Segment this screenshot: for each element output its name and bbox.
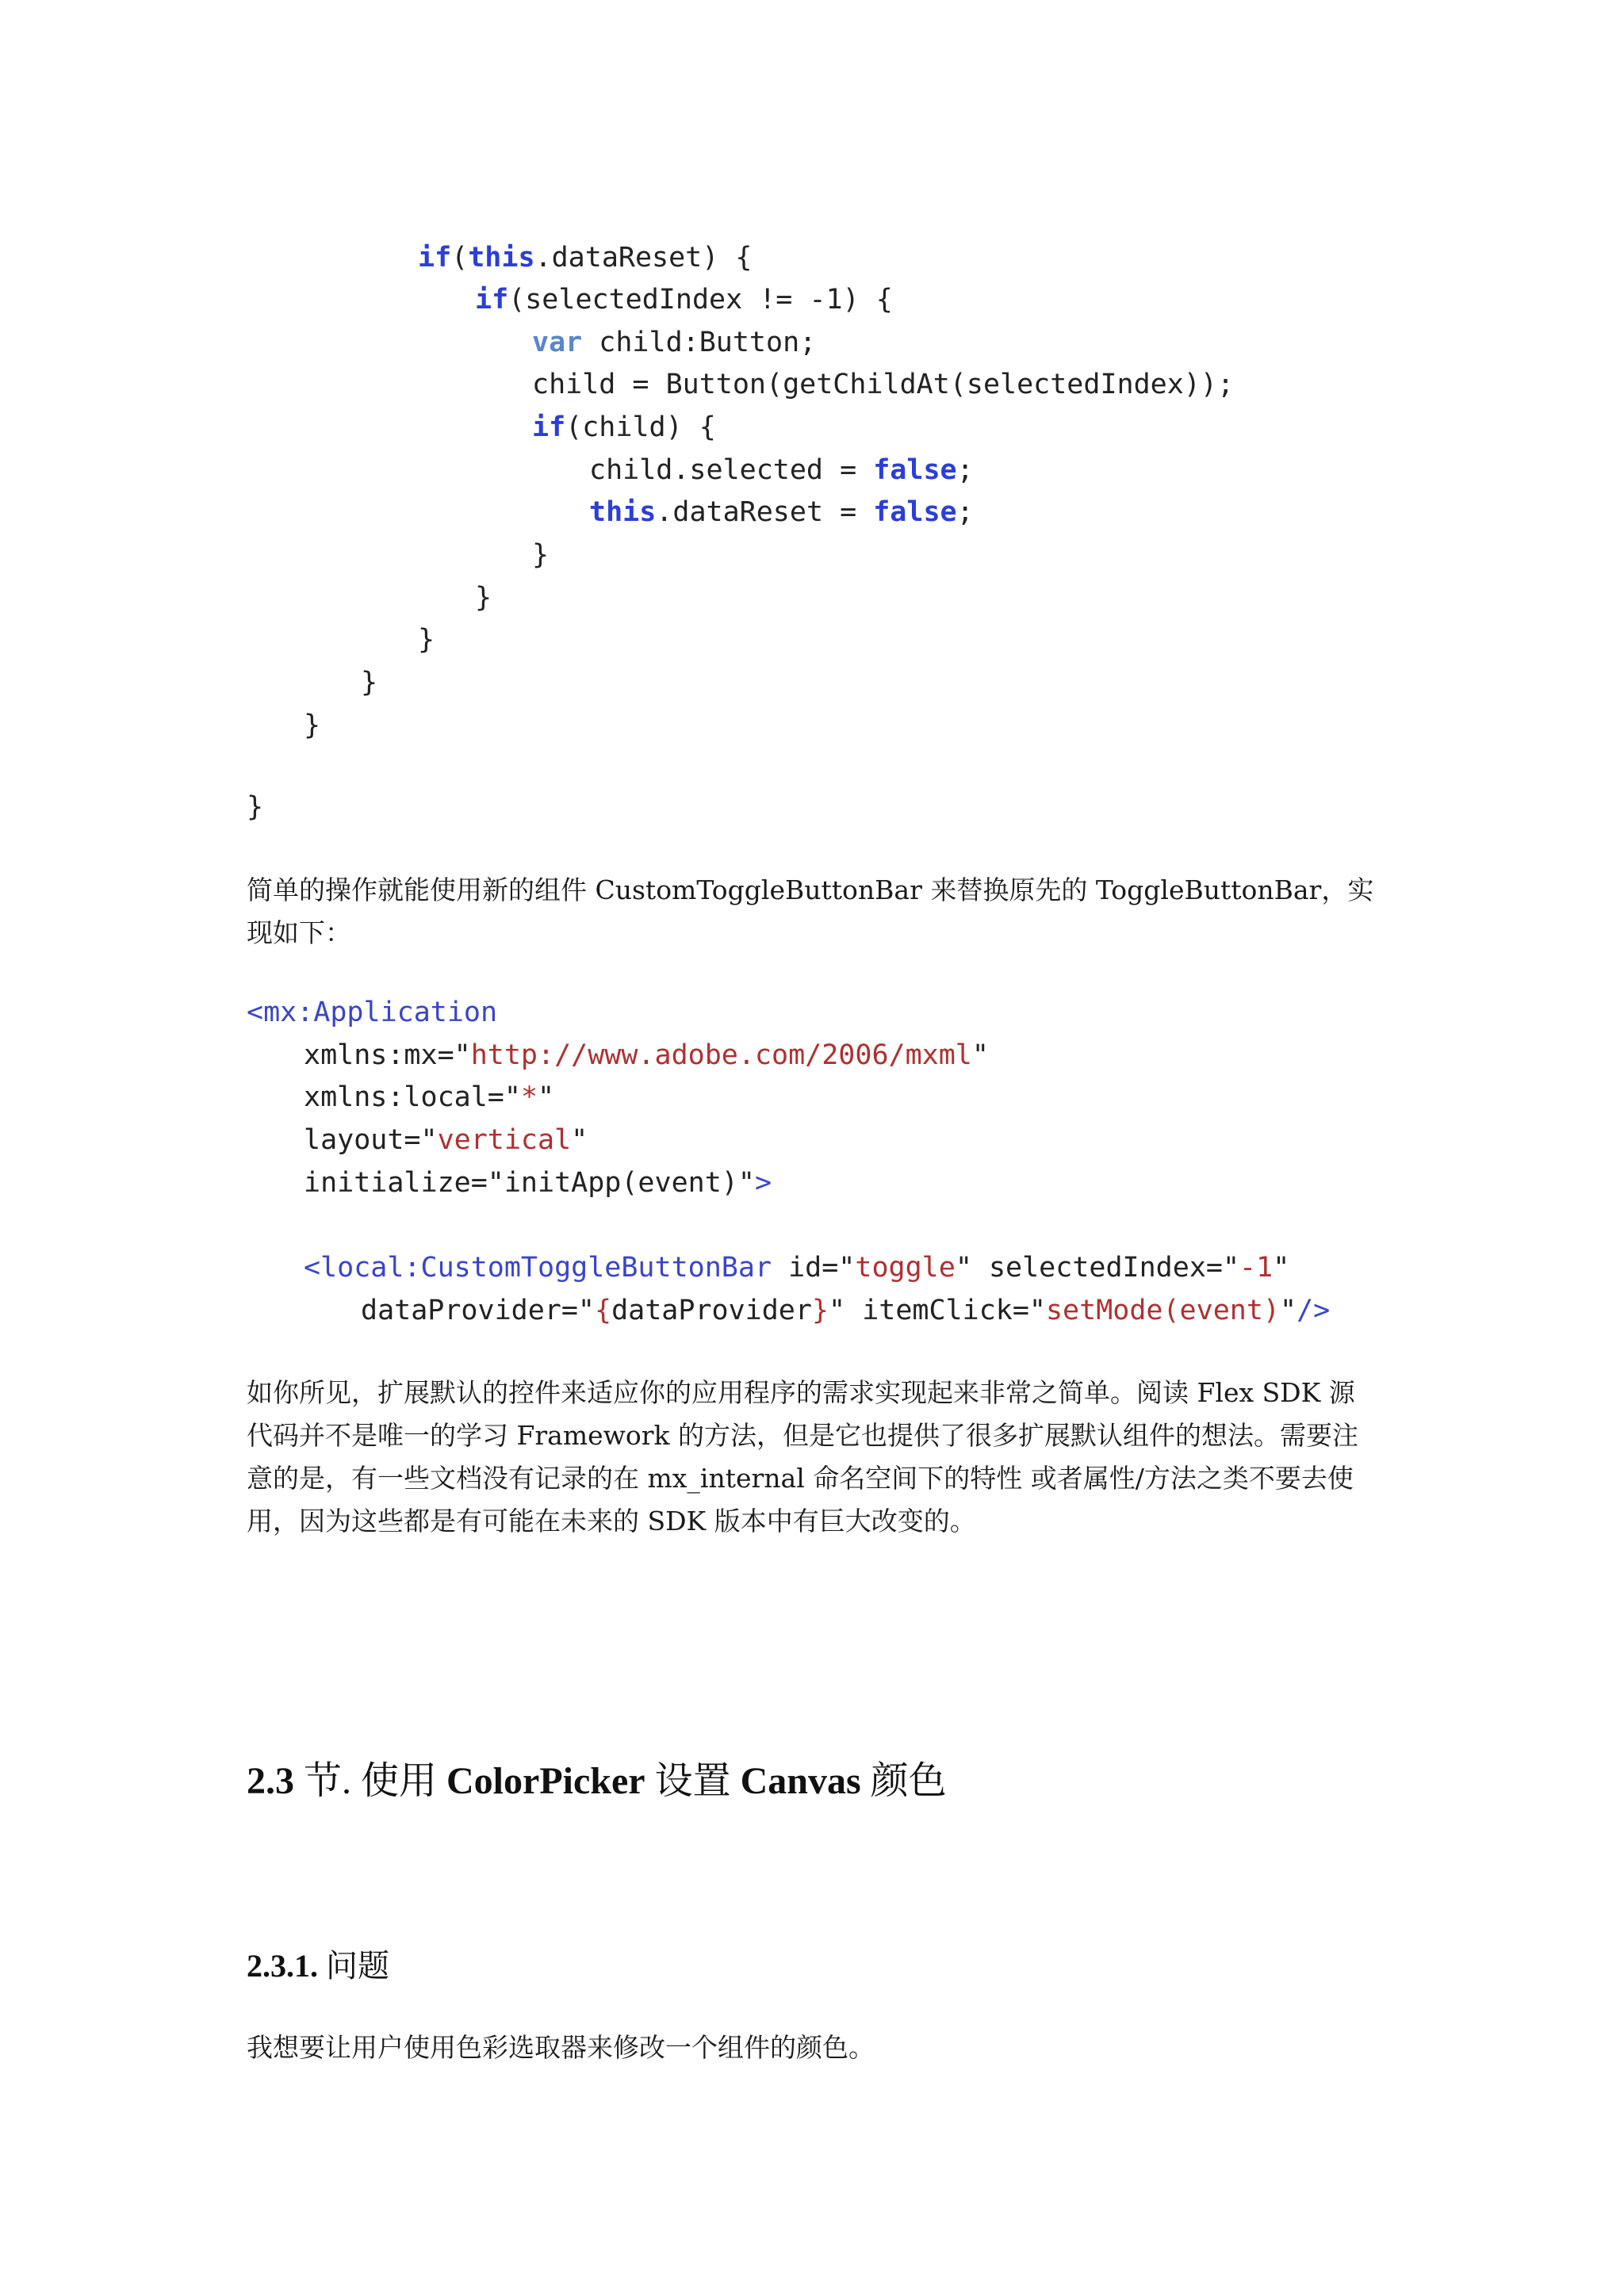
code-keyword: false [873,454,957,486]
code-text: child:Button; [582,327,817,358]
code-text: } [475,582,492,614]
code-text: } [418,624,435,656]
section-heading [247,1754,947,1809]
code-text: ( [451,242,469,274]
heading-term: ColorPicker [446,1760,645,1802]
code-text: child = Button(getChildAt(selectedIndex)); [532,369,1235,400]
code-text: .dataReset = [656,496,874,528]
heading-term: Canvas [740,1760,861,1802]
code-line [532,365,1234,404]
code-keyword: this [468,242,535,274]
code-line [532,408,716,447]
code-line [589,450,974,490]
code-text: } [532,539,550,571]
code-text: ; [956,454,974,486]
code-line [361,663,377,702]
code-tag: <local:CustomToggleButtonBar [304,1252,772,1284]
body-paragraph: 我想要让用户使用色彩选取器来修改一个组件的颜色。 [247,2032,875,2063]
code-line [247,787,263,827]
code-keyword: false [873,496,957,528]
code-keyword: if [418,242,452,274]
code-attr: " [1273,1252,1290,1284]
code-line [304,1163,772,1203]
code-string: -1 [1239,1252,1274,1284]
code-line [304,1077,554,1117]
code-tag: /> [1297,1295,1331,1326]
code-attr: id=" [772,1252,856,1284]
code-line [589,492,974,532]
code-keyword: if [475,284,509,316]
code-string: http://www.adobe.com/2006/mxml [470,1039,972,1071]
code-attr: " [538,1081,555,1113]
code-attr: " [571,1124,588,1156]
code-line [304,1035,989,1075]
code-line [475,280,893,320]
code-string: * [520,1081,538,1113]
code-text: (child) { [565,411,716,443]
code-attr: xmlns:mx=" [304,1039,471,1071]
code-text: (selectedIndex != -1) { [508,284,893,316]
subsection-heading [247,1944,389,1988]
code-attr: xmlns:local=" [304,1081,521,1113]
code-text: ; [956,496,974,528]
body-paragraph: 如你所见，扩展默认的控件来适应你的应用程序的需求实现起来非常之简单。阅读 Flex SDK 源代码并不是唯一的学习 Framework 的方法，但是它也提供了很多扩展默认组件的想法。需要注意的是，有一些文档没有记录的在 mx_internal 命名空间下的特性 或者属性/方法之类不要去使用，因为这些都是有可能在未来的 SDK 版本中有巨大改变的。 [247,1377,1359,1536]
code-text: } [361,667,378,698]
code-line [304,1120,588,1160]
subsection-title: 问题 [318,1948,389,1984]
code-brace: { [595,1295,612,1326]
heading-text: 设置 [645,1760,741,1802]
code-string: vertical [437,1124,572,1156]
code-string: toggle [855,1252,956,1284]
code-keyword: if [532,411,566,443]
code-line [361,1291,1330,1330]
code-keyword: var [532,327,583,358]
code-text: .dataReset) { [534,242,753,274]
subsection-number: 2.3.1. [247,1948,318,1984]
code-line [304,1248,1289,1288]
code-tag: > [754,1167,772,1199]
code-brace: } [811,1295,829,1326]
code-line [475,578,492,618]
code-text: } [304,710,321,741]
section-number: 2.3 [247,1760,294,1802]
code-attr: " selectedIndex=" [955,1252,1240,1284]
code-text: } [247,791,264,823]
code-line [418,620,435,660]
code-line [304,706,320,745]
code-text: dataProvider [611,1295,812,1326]
code-attr: " [971,1039,989,1071]
heading-text: 颜色 [860,1760,947,1802]
code-attr: " itemClick=" [829,1295,1046,1326]
code-string: setMode(event) [1045,1295,1280,1326]
code-line [532,535,549,575]
code-text: child.selected = [589,454,874,486]
code-attr: layout=" [304,1124,438,1156]
code-attr: initialize="initApp(event)" [304,1167,755,1199]
code-line [418,238,752,277]
heading-text: 节. 使用 [294,1760,447,1802]
code-keyword: this [589,496,657,528]
body-paragraph: 简单的操作就能使用新的组件 CustomToggleButtonBar 来替换原先的 ToggleButtonBar，实现如下： [247,874,1374,948]
code-tag: <mx:Application [247,997,498,1028]
code-line [247,993,497,1032]
code-attr: " [1280,1295,1297,1326]
code-attr: dataProvider=" [361,1295,596,1326]
code-line [532,323,816,362]
